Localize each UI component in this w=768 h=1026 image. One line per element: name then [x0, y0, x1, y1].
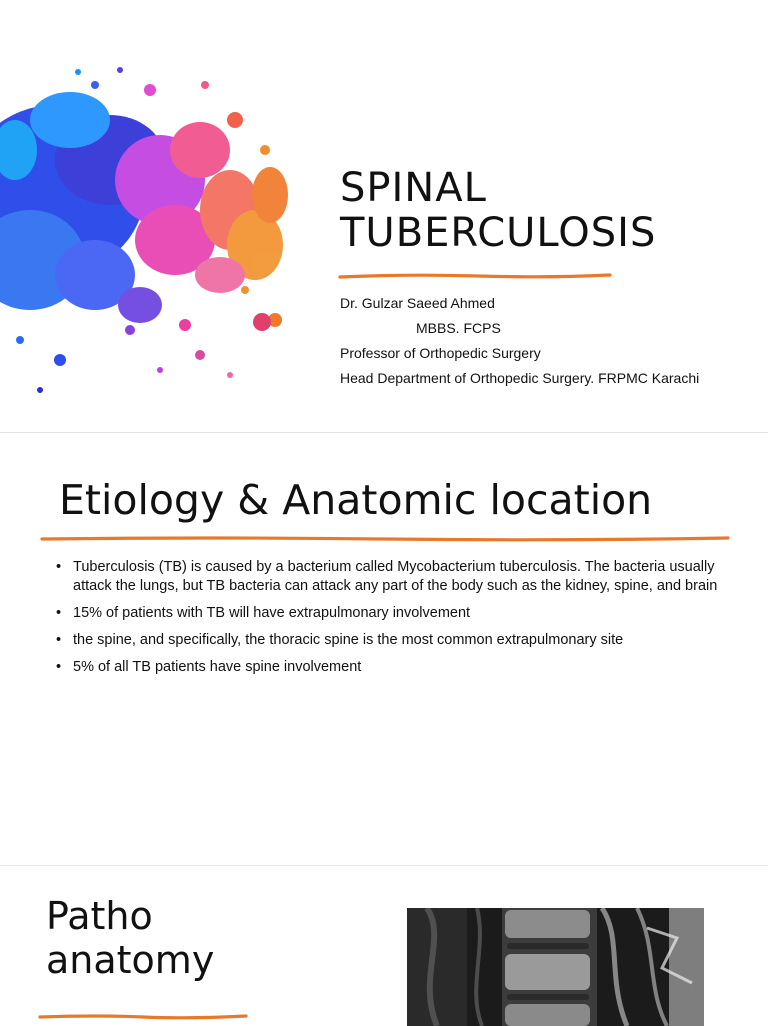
title-line-2: anatomy: [46, 938, 215, 982]
spine-mri-image-icon: [407, 908, 704, 1026]
title-line-2: TUBERCULOSIS: [340, 210, 657, 256]
list-item: [56, 658, 726, 677]
list-item: [56, 558, 726, 596]
bullet-icon: •: [56, 632, 62, 648]
bullet-list: [56, 558, 726, 685]
author-name: Dr. Gulzar Saeed Ahmed: [340, 295, 495, 311]
bullet-text: Tuberculosis (TB) is caused by a bacterium called Mycobacterium tuberculosis. The bacteria usually attack the lungs, but TB bacteria can attack any part of the body such as the kidney, spine, and brain: [73, 559, 718, 594]
patho-anatomy-slide: [0, 865, 768, 1026]
title-underline: [40, 534, 730, 544]
bullet-icon: •: [56, 659, 62, 675]
title-underline: [38, 1012, 248, 1022]
title-underline: [338, 271, 613, 281]
paint-splash-icon: [0, 30, 300, 410]
title-line-1: SPINAL: [340, 165, 487, 211]
slide-title: [46, 894, 214, 982]
presentation-title: [340, 166, 656, 256]
title-slide: [0, 0, 768, 432]
title-line-1: Patho: [46, 894, 153, 938]
list-item: [56, 631, 726, 650]
author-degrees: MBBS. FCPS: [416, 320, 501, 336]
author-department: Head Department of Orthopedic Surgery. FRPMC Karachi: [340, 370, 700, 386]
list-item: [56, 604, 726, 623]
etiology-slide: [0, 432, 768, 865]
bullet-icon: •: [56, 559, 62, 575]
bullet-text: the spine, and specifically, the thoracic spine is the most common extrapulmonary site: [73, 632, 624, 648]
author-position: Professor of Orthopedic Surgery: [340, 345, 541, 361]
slide-title: Etiology & Anatomic location: [59, 476, 653, 524]
author-block: [340, 293, 699, 393]
bullet-text: 5% of all TB patients have spine involvement: [73, 659, 362, 675]
bullet-icon: •: [56, 605, 62, 621]
bullet-text: 15% of patients with TB will have extrapulmonary involvement: [73, 605, 471, 621]
